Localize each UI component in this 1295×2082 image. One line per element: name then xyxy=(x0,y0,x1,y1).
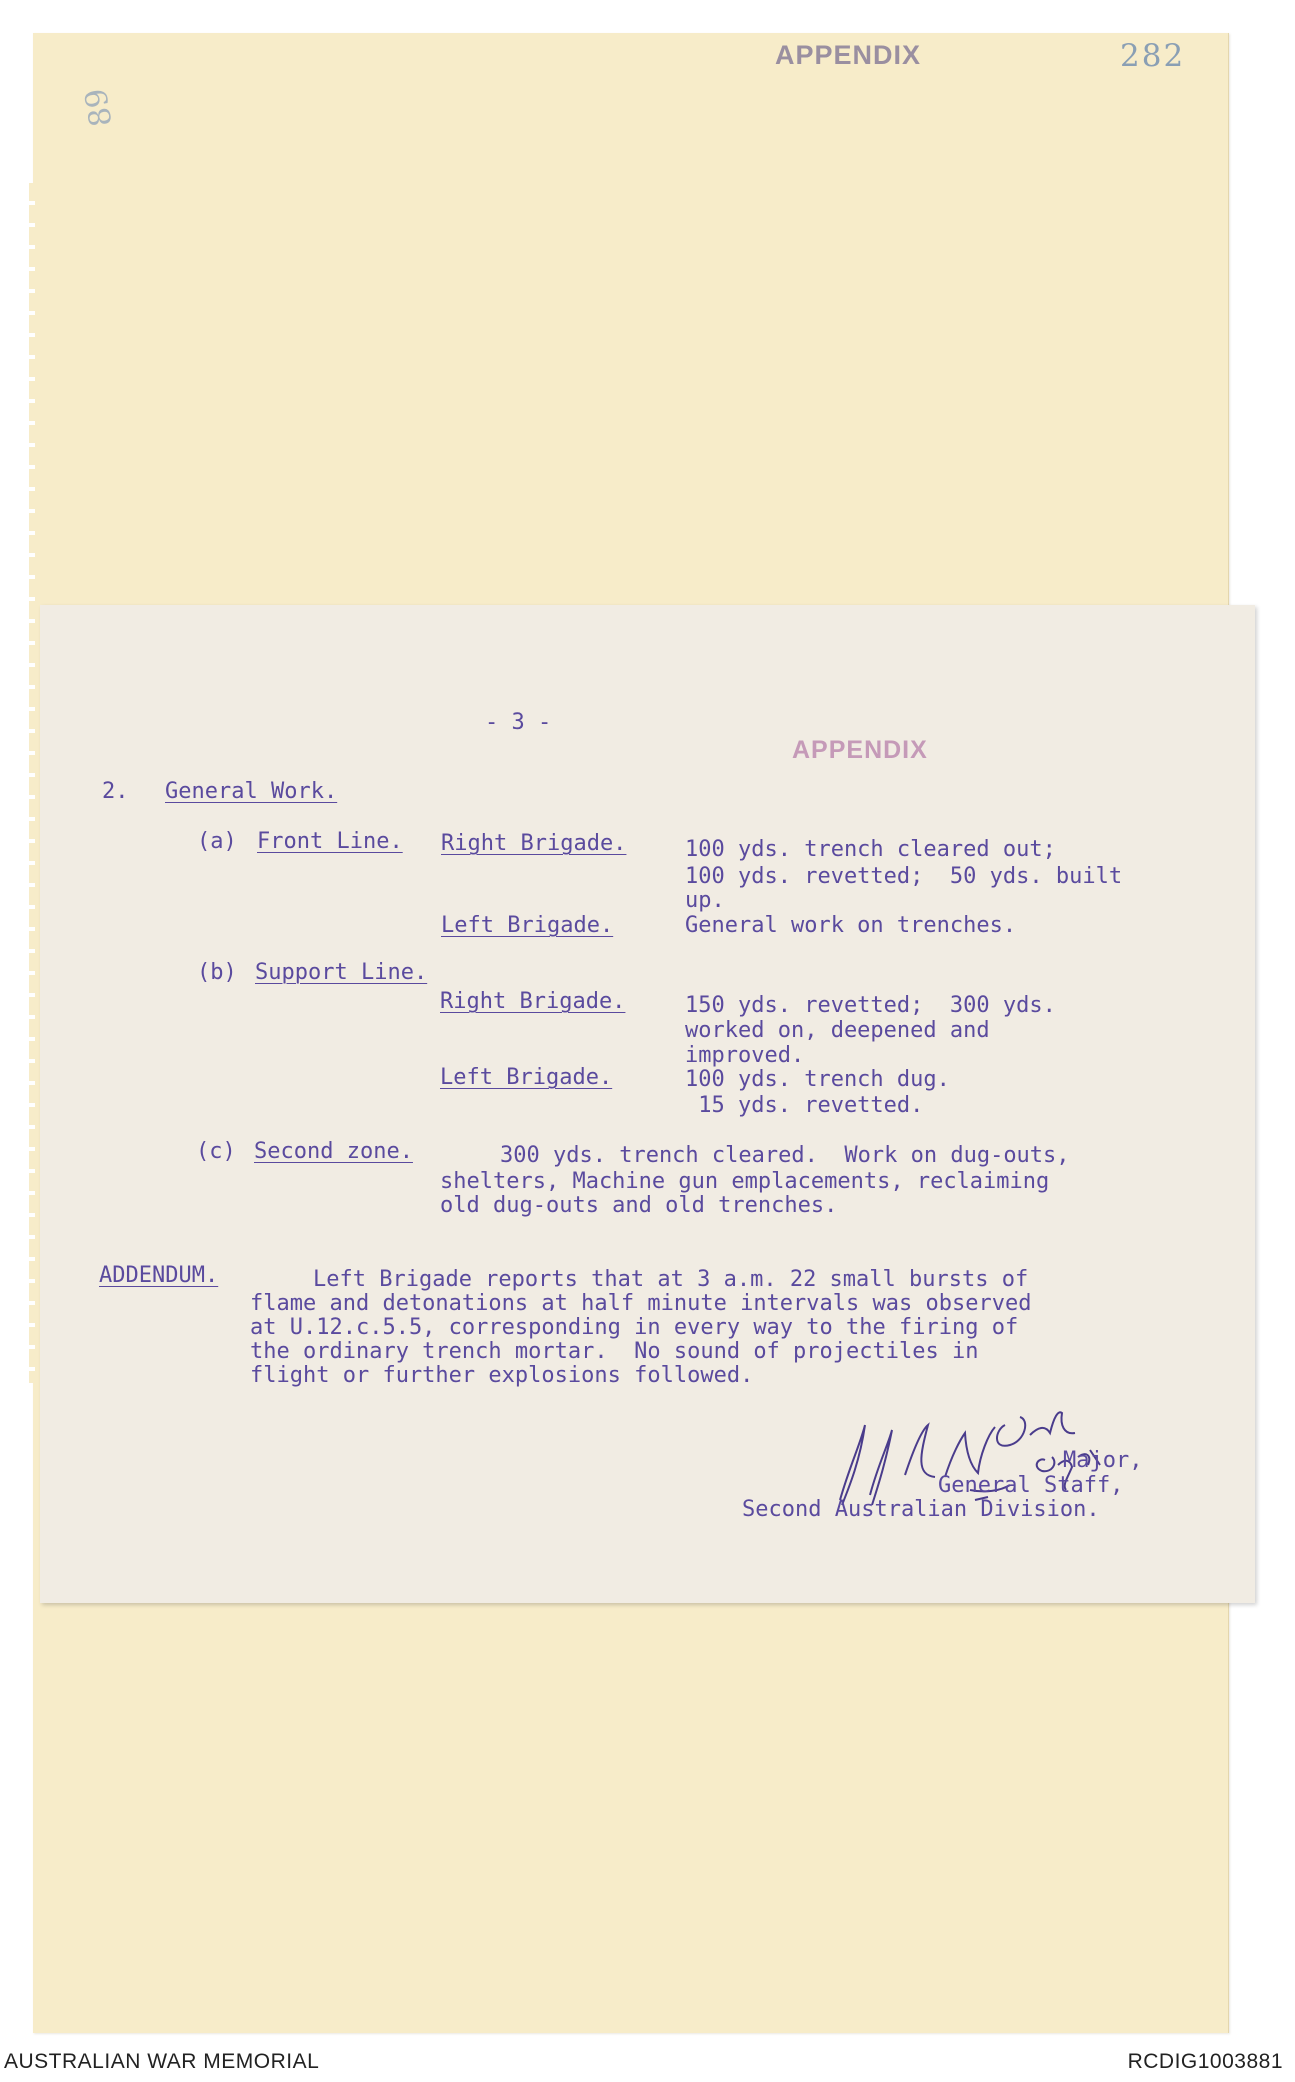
item-a-line-2: 100 yds. revetted; 50 yds. built xyxy=(685,864,1123,889)
item-c-line-3: old dug-outs and old trenches. xyxy=(440,1193,838,1218)
page-number: - 3 - xyxy=(485,710,552,735)
item-b-right-line-3: improved. xyxy=(685,1043,805,1068)
item-a-left-line-1: General work on trenches. xyxy=(685,913,1017,938)
addendum-line-2: flame and detonations at half minute intervals was observed xyxy=(250,1291,1032,1316)
item-a-subtitle: Right Brigade. xyxy=(441,831,627,856)
appendix-stamp: APPENDIX xyxy=(792,736,928,764)
signature-rank: Major, xyxy=(1063,1448,1143,1473)
item-b-right-line-2: worked on, deepened and xyxy=(685,1018,990,1043)
appendix-stamp-top: APPENDIX xyxy=(775,40,922,70)
addendum-line-1: Left Brigade reports that at 3 a.m. 22 small bursts of xyxy=(313,1267,1029,1292)
item-a-title: Front Line. xyxy=(257,829,403,854)
item-b-right-line-1: 150 yds. revetted; 300 yds. xyxy=(685,993,1056,1018)
item-c-title: Second zone. xyxy=(254,1139,413,1164)
item-b-right-brigade: Right Brigade. xyxy=(440,989,626,1014)
item-a-letter: (a) xyxy=(197,829,237,854)
signature-staff: General Staff, xyxy=(938,1473,1124,1498)
item-b-left-brigade: Left Brigade. xyxy=(440,1065,613,1090)
section-title: General Work. xyxy=(165,779,338,804)
addendum-line-5: flight or further explosions followed. xyxy=(250,1363,754,1388)
item-b-title: Support Line. xyxy=(255,960,428,985)
addendum-label: ADDENDUM. xyxy=(99,1263,219,1288)
signature-division: Second Australian Division. xyxy=(742,1497,1100,1522)
item-a-line-3: up. xyxy=(685,888,725,913)
item-a-left-brigade: Left Brigade. xyxy=(441,913,614,938)
item-c-letter: (c) xyxy=(196,1139,236,1164)
item-b-letter: (b) xyxy=(197,960,237,985)
front-page xyxy=(40,605,1255,1603)
item-c-line-1: 300 yds. trench cleared. Work on dug-outs, xyxy=(500,1143,1070,1168)
item-b-left-line-2: 15 yds. revetted. xyxy=(685,1093,924,1118)
torn-edge xyxy=(29,183,35,1383)
section-number: 2. xyxy=(102,779,129,804)
item-a-line-1: 100 yds. trench cleared out; xyxy=(685,837,1056,862)
addendum-line-3: at U.12.c.5.5, corresponding in every way to the firing of xyxy=(250,1315,1019,1340)
item-b-left-line-1: 100 yds. trench dug. xyxy=(685,1067,950,1092)
footer-identifier: RCDIG1003881 xyxy=(1127,2050,1283,2073)
addendum-line-4: the ordinary trench mortar. No sound of projectiles in xyxy=(250,1339,979,1364)
folio-number: 282 xyxy=(1120,38,1186,74)
item-c-line-2: shelters, Machine gun emplacements, reclaiming xyxy=(440,1169,1050,1194)
pencil-number: 89 xyxy=(78,85,120,130)
footer-institution: AUSTRALIAN WAR MEMORIAL xyxy=(4,2050,320,2073)
